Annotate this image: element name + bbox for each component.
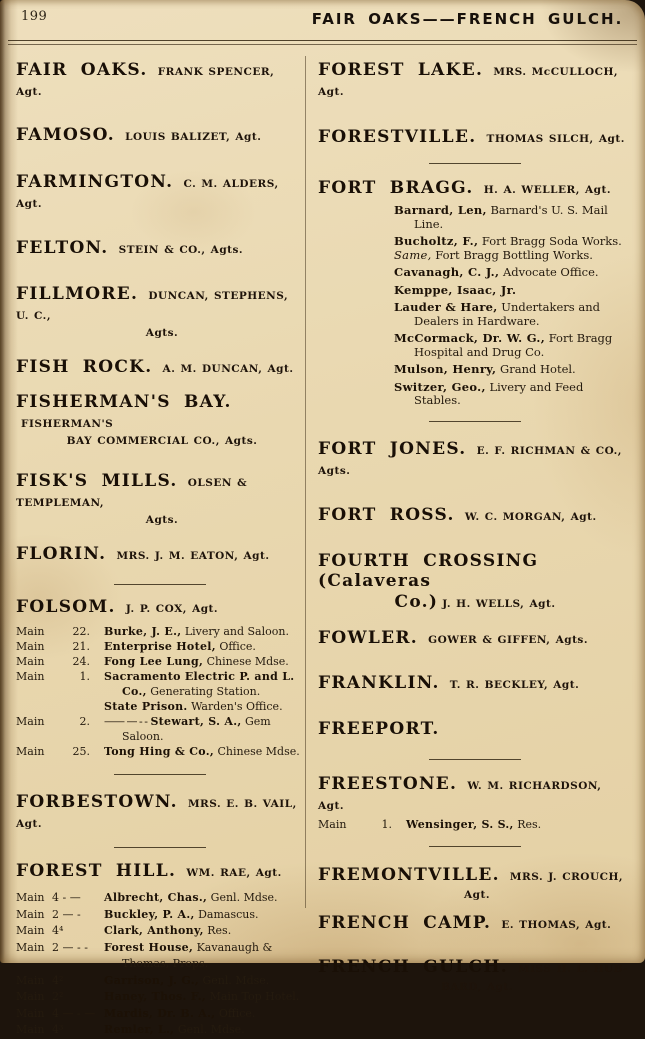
listing-row (16, 1022, 304, 1039)
exchange-label: Main (16, 655, 45, 668)
listing-text (104, 940, 304, 973)
header-rule (8, 40, 637, 45)
subscriber-desc: Barnard's U. S. Mail Line. (414, 203, 608, 231)
line-number: 1. (79, 670, 90, 683)
subscriber-name: Switzer, Geo., (394, 379, 486, 394)
town-agent: LOUIS BALIZET, Agt. (125, 131, 262, 143)
exchange-label: Main (16, 891, 45, 904)
town-entry-fish-rock (16, 357, 304, 377)
town-name: FREMONTVILLE. (318, 864, 500, 885)
ring-code: 4³ (52, 1023, 64, 1036)
subscriber-name: Same, (394, 247, 432, 262)
exchange-label: Main (16, 1006, 45, 1020)
listing-row (16, 890, 304, 907)
subscriber-name: Cavanagh, C. J., (394, 265, 500, 279)
listing-row (16, 907, 304, 924)
town-name: FRANKLIN. (318, 672, 440, 693)
listing-row (16, 1006, 304, 1023)
town-entry-fillmore (16, 284, 304, 339)
ring-code: 4⁴ (52, 924, 64, 937)
listing-row (16, 654, 304, 669)
town-agent: MRS. J. M. EATON, Agt. (116, 550, 270, 562)
subscriber-name: Bucholtz, F., (394, 234, 479, 248)
subscriber-name: Mulson, Henry, (394, 362, 497, 376)
subscriber-desc: Res. (517, 817, 542, 831)
listing-text (104, 744, 304, 759)
listing-row (394, 301, 632, 328)
subscriber-desc: Damascus. (198, 907, 259, 921)
town-agent: E. F. RICHMAN & CO., Agts. (318, 444, 622, 477)
subscriber-name: Stewart, S. A., (150, 715, 242, 728)
subscriber-name: Wensinger, S. S., (406, 817, 514, 831)
town-agent: W. C. MORGAN, Agt. (464, 510, 597, 523)
town-name-cont: Co.) (394, 591, 439, 612)
listing-row (16, 744, 304, 759)
exchange-label: Main (318, 817, 347, 831)
town-name: FOREST LAKE. (318, 60, 484, 80)
subscriber-desc: Warden's Office. (191, 700, 283, 713)
town-entry-fort-ross (318, 505, 632, 525)
listing-row (394, 381, 632, 408)
right-column (318, 52, 632, 993)
line-number: 22. (72, 625, 90, 638)
subscriber-name: Remler, L., (104, 1023, 175, 1036)
page-number: 199 (21, 9, 48, 24)
town-name: FRENCH GULCH. (318, 956, 508, 977)
listing-text (104, 714, 304, 744)
listing-row (394, 332, 632, 359)
subscriber-desc: Undertakers and Dealers in Hardware. (414, 300, 600, 328)
town-agent: STEIN & CO., Agts. (118, 244, 244, 256)
listing-text (104, 890, 304, 907)
ring-code: 2 — - (52, 907, 81, 921)
section-divider (114, 847, 206, 848)
town-name: FLORIN. (16, 544, 107, 564)
town-agent-cont: Agt. (464, 888, 490, 901)
town-name: FAMOSO. (16, 125, 115, 145)
listing-text (104, 654, 304, 669)
town-agent: J. H. WELLS, Agt. (442, 597, 556, 610)
exchange-label: Main (16, 907, 45, 921)
town-name: FORT BRAGG. (318, 178, 474, 198)
town-name: FORT ROSS. (318, 504, 455, 525)
listing-row (16, 624, 304, 639)
listing-text (104, 1006, 304, 1023)
listing-text (104, 973, 304, 990)
town-name: FREEPORT. (318, 718, 440, 739)
section-divider (429, 759, 521, 760)
ring-code: 2 — - - (52, 940, 88, 954)
line-number: 24. (72, 655, 90, 668)
subscriber-desc: Fort Bragg Bottling Works. (435, 247, 593, 262)
exchange-label: Main (16, 940, 45, 954)
exchange-label: Main (16, 973, 45, 987)
town-agent: OLSEN & TEMPLEMAN, (16, 477, 248, 509)
subscriber-name: Albrecht, Chas., (104, 891, 208, 904)
listing-row (394, 204, 632, 231)
town-name: FOREST HILL. (16, 861, 177, 881)
line-number: 1. (381, 817, 392, 831)
town-agent-cont: Agts. (145, 514, 179, 526)
town-name: FRENCH CAMP. (318, 912, 492, 933)
town-entry-fort-jones (318, 439, 632, 478)
town-entry-folsom (16, 597, 304, 617)
town-entry-fort-bragg (318, 178, 632, 198)
left-column (16, 52, 304, 1039)
subscriber-name: Mardis, Dr. B. A., (104, 1006, 216, 1020)
subscriber-desc: Fort Bragg Hospital and Drug Co. (414, 331, 613, 359)
subscriber-name: State Prison. (104, 700, 188, 713)
town-agent-cont: BARD, Agt. (441, 980, 513, 993)
line-number: 25. (72, 745, 90, 758)
subscriber-name: Sacramento Electric P. and L. Co., (104, 670, 295, 698)
town-agent: H. A. WELLER, Agt. (483, 184, 612, 196)
subscriber-name: Kemppe, Isaac, Jr. (394, 282, 517, 297)
town-agent: W. M. RICHARDSON, Agt. (318, 779, 602, 812)
town-entry-franklin (318, 673, 632, 693)
listing-row (394, 266, 632, 280)
listing-text (104, 907, 304, 924)
town-name: FELTON. (16, 238, 109, 258)
subscriber-name: Lauder & Hare, (394, 300, 498, 314)
subscriber-name: Tong Hing & Co., (104, 745, 214, 758)
town-name: FOWLER. (318, 627, 419, 648)
town-name: FORESTVILLE. (318, 127, 477, 147)
town-agent: J. P. COX, Agt. (125, 603, 219, 615)
ring-code: 4² (52, 973, 64, 987)
town-entry-forbestown (16, 792, 304, 831)
column-divider-rule (305, 56, 306, 908)
town-entry-fishermans-bay (16, 392, 304, 447)
town-name: FARMINGTON. (16, 172, 174, 192)
town-entry-felton (16, 238, 304, 258)
town-agent: E. THOMAS, Agt. (501, 918, 612, 931)
listing-row (394, 363, 632, 377)
ring-code: 4 - — (52, 891, 81, 904)
subscriber-desc: Main Top Hotel. (209, 990, 300, 1003)
fort-bragg-listings (318, 204, 632, 408)
section-divider (429, 163, 521, 164)
listing-row (16, 639, 304, 654)
subscriber-desc: Livery and Saloon. (184, 625, 289, 638)
town-name: FORT JONES. (318, 438, 467, 459)
town-entry-forest-hill (16, 861, 304, 881)
town-name: FISH ROCK. (16, 357, 153, 377)
section-divider (429, 421, 521, 422)
listing-text (104, 699, 304, 714)
town-agent: T. R. BECKLEY, Agt. (449, 678, 580, 691)
listing-text (104, 669, 304, 699)
exchange-label: Main (16, 924, 45, 937)
subscriber-desc: Generating Station. (150, 685, 261, 698)
listing-row (394, 249, 632, 263)
town-agent: WM. RAE, Agt. (186, 867, 282, 879)
town-agent-cont: Agts. (145, 327, 179, 339)
town-entry-forestville (318, 127, 632, 147)
subscriber-desc: Grand Hotel. (500, 362, 576, 376)
subscriber-name: Fong Lee Lung, (104, 655, 204, 668)
subscriber-desc: Gem Saloon. (122, 715, 271, 743)
subscriber-desc: Office. (218, 1006, 256, 1020)
town-agent: MRS. E. B. VAIL, Agt. (16, 798, 297, 830)
listing-text (104, 989, 304, 1006)
subscriber-desc: Genl. Mdse. (210, 891, 278, 904)
town-name: FISK'S MILLS. (16, 471, 178, 491)
town-agent: GOWER & GIFFEN, Agts. (428, 633, 588, 646)
town-entry-fair-oaks (16, 60, 304, 99)
subscriber-desc: Livery and Feed Stables. (414, 379, 584, 407)
subscriber-desc: Advocate Office. (502, 265, 599, 279)
exchange-label: Main (16, 990, 45, 1003)
subscriber-name: McCormack, Dr. W. G., (394, 331, 546, 345)
exchange-label: Main (16, 745, 45, 758)
listing-row (318, 817, 632, 832)
listing-row (16, 699, 304, 714)
town-agent: A. M. DUNCAN, Agt. (162, 363, 294, 375)
listing-text (406, 817, 632, 832)
subscriber-desc: Kavanaugh & Thomas, Props. (122, 940, 273, 970)
exchange-label: Main (16, 715, 45, 728)
subscriber-name: Clark, Anthony, (104, 924, 204, 937)
subscriber-desc: Chinese Mdse. (206, 655, 289, 668)
listing-text (104, 923, 304, 940)
exchange-label: Main (16, 1023, 45, 1036)
listing-row (16, 940, 304, 973)
subscriber-desc: Office. (219, 640, 256, 653)
listing-text (104, 1022, 304, 1039)
town-agent: DUNCAN, STEPHENS, U. C., (16, 290, 289, 322)
listing-row (16, 973, 304, 990)
subscriber-name: Barnard, Len, (394, 203, 487, 217)
subscriber-name: Buckley, P. A., (104, 907, 195, 921)
line-number: 21. (72, 640, 90, 653)
forest-hill-listings (16, 890, 304, 1039)
town-entry-famoso (16, 125, 304, 145)
town-agent: C. M. ALDERS, Agt. (16, 178, 279, 210)
exchange-label: Main (16, 640, 45, 653)
subscriber-desc: Res. (207, 924, 232, 937)
listing-text (104, 639, 304, 654)
subscriber-name: Burke, J. E., (104, 625, 182, 638)
section-divider (114, 584, 206, 585)
town-entry-fremontville (318, 865, 632, 901)
listing-row (16, 989, 304, 1006)
town-entry-fourth-crossing (318, 551, 632, 612)
header-title: FAIR OAKS——FRENCH GULCH. (311, 10, 624, 28)
folsom-listings (16, 624, 304, 759)
exchange-label: Main (16, 670, 45, 683)
town-name: FILLMORE. (16, 284, 139, 304)
subscriber-name: Enterprise Hotel, (104, 640, 216, 653)
town-entry-french-gulch (318, 957, 632, 993)
subscriber-desc: Fort Bragg Soda Works. (481, 234, 622, 248)
town-name: FAIR OAKS. (16, 60, 148, 80)
subscriber-desc: Genl. Mdse. (202, 973, 270, 987)
subscriber-name: Forest House, (104, 940, 194, 954)
town-entry-freeport (318, 719, 632, 739)
town-agent: THOMAS SILCH, Agt. (486, 133, 625, 145)
town-entry-forest-lake (318, 60, 632, 99)
town-entry-french-camp (318, 913, 632, 933)
town-name: FOURTH CROSSING (Calaveras (318, 550, 539, 591)
subscriber-desc: Chinese Mdse. (217, 745, 300, 758)
listing-row (16, 923, 304, 940)
town-name: FOLSOM. (16, 597, 116, 617)
line-number: 2. (79, 715, 90, 728)
town-entry-fisks-mills (16, 471, 304, 526)
subscriber-desc: Genl. Mdse. (177, 1023, 245, 1036)
subscriber-name: Haney, Thos. F., (104, 990, 207, 1003)
exchange-label: Main (16, 625, 45, 638)
section-divider (114, 774, 206, 775)
ring-code: 4 — - — (52, 1006, 96, 1020)
town-agent: MISS H. L. HUB- (518, 962, 629, 975)
listing-row (394, 284, 632, 298)
town-entry-fowler (318, 628, 632, 648)
town-entry-farmington (16, 172, 304, 211)
listing-row (16, 669, 304, 699)
ring-code: 2² (52, 990, 64, 1003)
town-agent: FISHERMAN'S (21, 418, 114, 430)
town-agent: FRANK SPENCER, Agt. (16, 66, 275, 98)
town-name: FISHERMAN'S BAY. (16, 392, 232, 412)
section-divider (429, 846, 521, 847)
listing-text (104, 624, 304, 639)
town-name: FORBESTOWN. (16, 792, 178, 812)
ditto-dashes: —— — - - (104, 715, 147, 728)
town-agent-cont: BAY COMMERCIAL CO., Agts. (66, 435, 258, 447)
town-name: FREESTONE. (318, 773, 458, 794)
listing-row (16, 714, 304, 744)
listing-row (394, 235, 632, 249)
town-agent: MRS. McCULLOCH, Agt. (318, 66, 619, 98)
town-entry-florin (16, 544, 304, 564)
subscriber-name: Garrison, J. G., (104, 973, 199, 987)
town-entry-freestone (318, 774, 632, 813)
town-agent: MRS. J. CROUCH, (509, 870, 624, 883)
